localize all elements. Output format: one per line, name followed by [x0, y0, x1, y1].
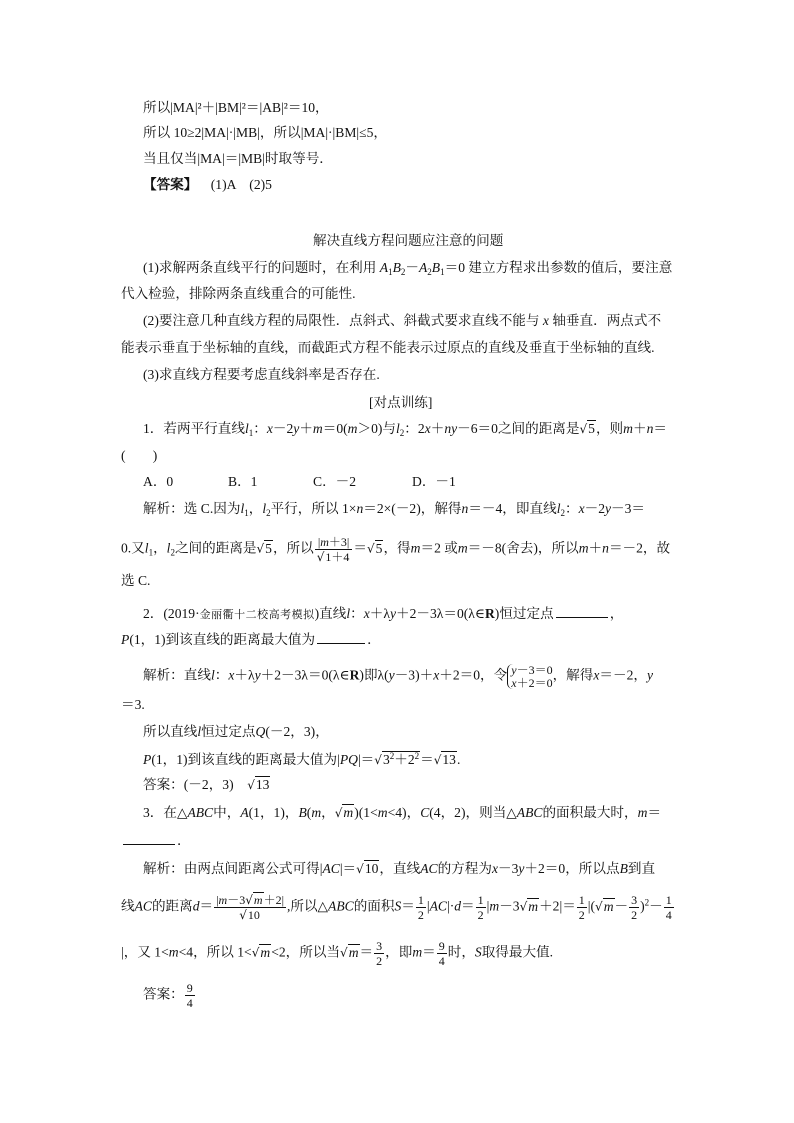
q1-sol-k: ＝－2，故 — [608, 540, 671, 556]
q2-answer-value: (－2，3) — [183, 777, 248, 792]
q2-sol-g: 恒过定点 — [201, 724, 256, 739]
q2-sol-d: ，解得 — [552, 667, 594, 683]
q1-option-a: A．0 — [143, 474, 174, 489]
note-title: 解决直线方程问题应注意的问题 — [313, 233, 504, 248]
q2-source: 金丽衢十二校高考模拟 — [199, 609, 315, 621]
q1-option-c: C．－2 — [313, 474, 357, 489]
q3-sol-n: 时， — [447, 944, 475, 960]
q3-stem: 3．在△ABC中，A(1，1)，B(m，√m)(1<m<4)，C(4，2)，则当△ABC的面积最大时，m＝ — [143, 805, 662, 820]
q3-stem-a: 3．在△ — [143, 805, 188, 820]
solution-label: 解析： — [143, 501, 184, 516]
q1-sol-i: ＝2 或 — [420, 540, 458, 556]
q1-sol-d: ＝－4，即直线 — [468, 501, 557, 516]
q3-answer-value: $\frac{9}{4}$ — [186, 981, 193, 1010]
q2-number: 2．(2019· — [143, 606, 200, 621]
frac-nine-quarters: $\frac{9}{4}$ — [438, 939, 445, 968]
q2-solution-line3: 所以直线l恒过定点Q(－2，3)， — [143, 724, 329, 739]
q1-distance-fraction: $\frac{|m+3|}{√1+4}$ — [315, 536, 353, 563]
q2-sol-b: 即 — [363, 667, 378, 683]
frac-one-half-2: $\frac{1}{2}$ — [477, 893, 484, 922]
q1-sol-e: 0.又 — [121, 540, 145, 556]
frac-three-halves: $\frac{3}{2}$ — [631, 893, 638, 922]
note-p3: (3)求直线方程要考虑直线斜率是否存在. — [143, 367, 380, 382]
q1-stem-b: 之间的距离是 — [497, 421, 580, 436]
answer-label: 答案： — [143, 777, 184, 792]
frac-one-half-3: $\frac{1}{2}$ — [578, 893, 585, 922]
q1-option-d: D．－1 — [412, 474, 456, 489]
q3-sol-b: ，直线 — [379, 861, 421, 876]
q1-sol-j: ＝－8(舍去)，所以 — [467, 540, 579, 556]
formula-parallel: $A_1B_2-A_2B_1=0$ — [379, 260, 465, 277]
q3-sol-k: <4，所以 1< — [178, 944, 252, 960]
q2-sol-h: 到该直线的距离最大值为| — [187, 752, 340, 767]
q1-sol-b: 平行，所以 1× — [270, 501, 357, 516]
answer-tag: 【答案】 — [143, 177, 198, 192]
q1-stem-c: ，则 — [595, 421, 624, 436]
training-heading: [对点训练] — [369, 395, 433, 410]
answer-label: 答案： — [143, 986, 184, 1002]
q3-blank[interactable] — [123, 832, 175, 845]
q1-sol-g: ，所以 — [272, 540, 314, 556]
q3-sol-m: ，即 — [385, 944, 413, 960]
q3-solution-line2: 线AC的距离d＝ $\frac{|m-3√m+2|}{√10}$ ,所以△ABC的面积S＝ $\frac{1}{2}$ |AC|·d＝ $\frac{1}{2}$ |m－3√m＋2|＝ $\frac{1}{2}$ |(√m－ $\frac{3}{2}$ )$^2$－ $\frac{1}{4}$ — [121, 893, 672, 922]
note-p2-part-b: 轴垂直．两点式不 — [552, 313, 662, 328]
q2-answer: 答案：(－2，3) √13 — [143, 777, 270, 792]
q3-stem-line2: ． — [121, 832, 191, 848]
q2-stem-c: 到该直线的距离最大值为 — [165, 632, 316, 647]
prev-answer — [143, 178, 272, 192]
note-p1-line2: 代入检验，排除两条直线重合的可能性. — [121, 286, 356, 301]
q3-sol-j: |，又 1< — [121, 944, 169, 960]
q1-sol-a: 选 C.因为 — [183, 501, 241, 516]
q3-sol-e: 到直 — [627, 861, 656, 876]
q1-sol-f: 之间的距离是 — [174, 540, 257, 556]
solution-label: 解析： — [143, 861, 184, 876]
q3-sol-l: <2，所以当 — [271, 944, 341, 960]
q2-sol-f: 所以直线 — [143, 724, 198, 739]
q3-distance-fraction: $\frac{|m-3√m+2|}{√10}$ — [216, 893, 284, 922]
note-p1-part-b: 建立方程求出参数的值后，要注意 — [468, 260, 673, 275]
q3-sol-g: 的距离 — [151, 898, 193, 914]
q3-sol-a: 由两点间距离公式可得| — [183, 861, 323, 876]
q3-stem-d: 的面积最大时， — [542, 805, 638, 820]
q2-sol-a: 直线 — [183, 667, 211, 683]
frac-one-half-1: $\frac{1}{2}$ — [417, 893, 424, 922]
q3-stem-b: 中， — [213, 805, 241, 820]
q1-sol-c: ＝2×(－2)，解得 — [363, 501, 462, 516]
q1-paren: ( ) — [121, 448, 158, 463]
q2-stem: 2．(2019·金丽衢十二校高考模拟)直线l：x＋λy＋2－3λ＝0(λ∈R)恒过定点 ， — [143, 606, 624, 621]
frac-three-halves-2: $\frac{3}{2}$ — [376, 939, 383, 968]
q3-solution-line1: 解析：由两点间距离公式可得|AC|＝√10，直线AC的方程为x－3y＋2＝0，所以点B到直 — [143, 861, 656, 876]
answer-text: (1)A (2)5 — [210, 177, 272, 192]
q2-stem-a: )直线 — [314, 606, 347, 621]
q1-option-b: B．1 — [228, 474, 258, 489]
q2-blank-2[interactable] — [317, 631, 365, 644]
q3-stem-c: ，则当△ — [465, 805, 517, 820]
note-p2-line2: 能表示垂直于坐标轴的直线，而截距式方程不能表示过原点的直线及垂直于坐标轴的直线. — [121, 340, 655, 355]
prev-line-1: 所以|MA|²＋|BM|²＝|AB|²＝10， — [143, 100, 329, 115]
q1-stem-a: 1．若两平行直线 — [143, 421, 245, 436]
q2-solution-line4: P(1，1)到该直线的距离最大值为$|PQ|=√3^2+2^2=√13$. — [143, 751, 461, 767]
q3-sol-c: 的方程为 — [437, 861, 492, 876]
note-p2-line1: (2)要注意几种直线方程的局限性．点斜式、斜截式要求直线不能与 x 轴垂直．两点式不 — [143, 313, 662, 328]
q3-solution-line3: |，又 1<m<4，所以 1<√m<2，所以当√m＝ $\frac{3}{2}$ ，即m＝ $\frac{9}{4}$ 时，S取得最大值. — [121, 939, 554, 968]
q2-solution-line1: 解析：直线l：x＋λy＋2－3λ＝0(λ∈R)即λ(y－3)＋x＋2＝0，令 y－3＝0 x＋2＝0，解得x＝－2，y — [143, 663, 654, 690]
q3-sol-h: 所以△ — [290, 898, 329, 914]
q2-stem-b: 恒过定点 — [499, 606, 554, 621]
q3-sol-f: 线 — [121, 898, 135, 914]
prev-line-2: 所以 10≥2|MA|·|MB|，所以|MA|·|BM|≤5， — [143, 125, 388, 140]
q3-sol-d: ，所以点 — [565, 861, 620, 876]
q1-solution-line3: 选 C. — [121, 573, 151, 588]
prev-line-3: 当且仅当|MA|＝|MB|时取等号． — [143, 151, 333, 166]
q3-sol-o: 取得最大值. — [481, 944, 554, 960]
q1-solution-line1: 解析：选 C.因为$l_1$，$l_2$平行，所以 1×n＝2×(－2)，解得n＝－4，即直线$l_2$：x－2y－3＝ — [143, 501, 646, 518]
q2-stem-line2: P(1，1)到该直线的距离最大值为 ． — [121, 632, 381, 647]
q2-equation-system: y－3＝0 x＋2＝0 — [507, 664, 552, 689]
q1-sol-h: ，得 — [383, 540, 411, 556]
note-p2-part-a: (2)要注意几种直线方程的局限性．点斜式、斜截式要求直线不能与 — [143, 313, 540, 328]
q2-blank-1[interactable] — [556, 605, 608, 618]
frac-one-quarter: $\frac{1}{4}$ — [665, 893, 672, 922]
q3-sol-i: 的面积 — [353, 898, 395, 914]
q3-answer — [143, 982, 196, 1009]
q1-solution-line2: 0.又$l_1$，$l_2$之间的距离是√5，所以 $\frac{|m+3|}{√1+4}$ ＝√5，得m＝2 或m＝－8(舍去)，所以m＋n＝－2，故 — [121, 535, 671, 564]
q2-sol-c: ，令 — [480, 667, 508, 683]
q2-solution-line2: ＝3. — [121, 697, 145, 712]
note-p1-line1 — [143, 261, 672, 277]
solution-label: 解析： — [143, 667, 184, 683]
note-p1-part-a: (1)求解两条直线平行的问题时，在利用 — [143, 260, 377, 275]
q1-stem: 1．若两平行直线$l_1$：x－2y＋m＝0(m＞0)与$l_2$：2x＋ny－6＝0之间的距离是√5，则m＋n＝ — [143, 421, 667, 438]
